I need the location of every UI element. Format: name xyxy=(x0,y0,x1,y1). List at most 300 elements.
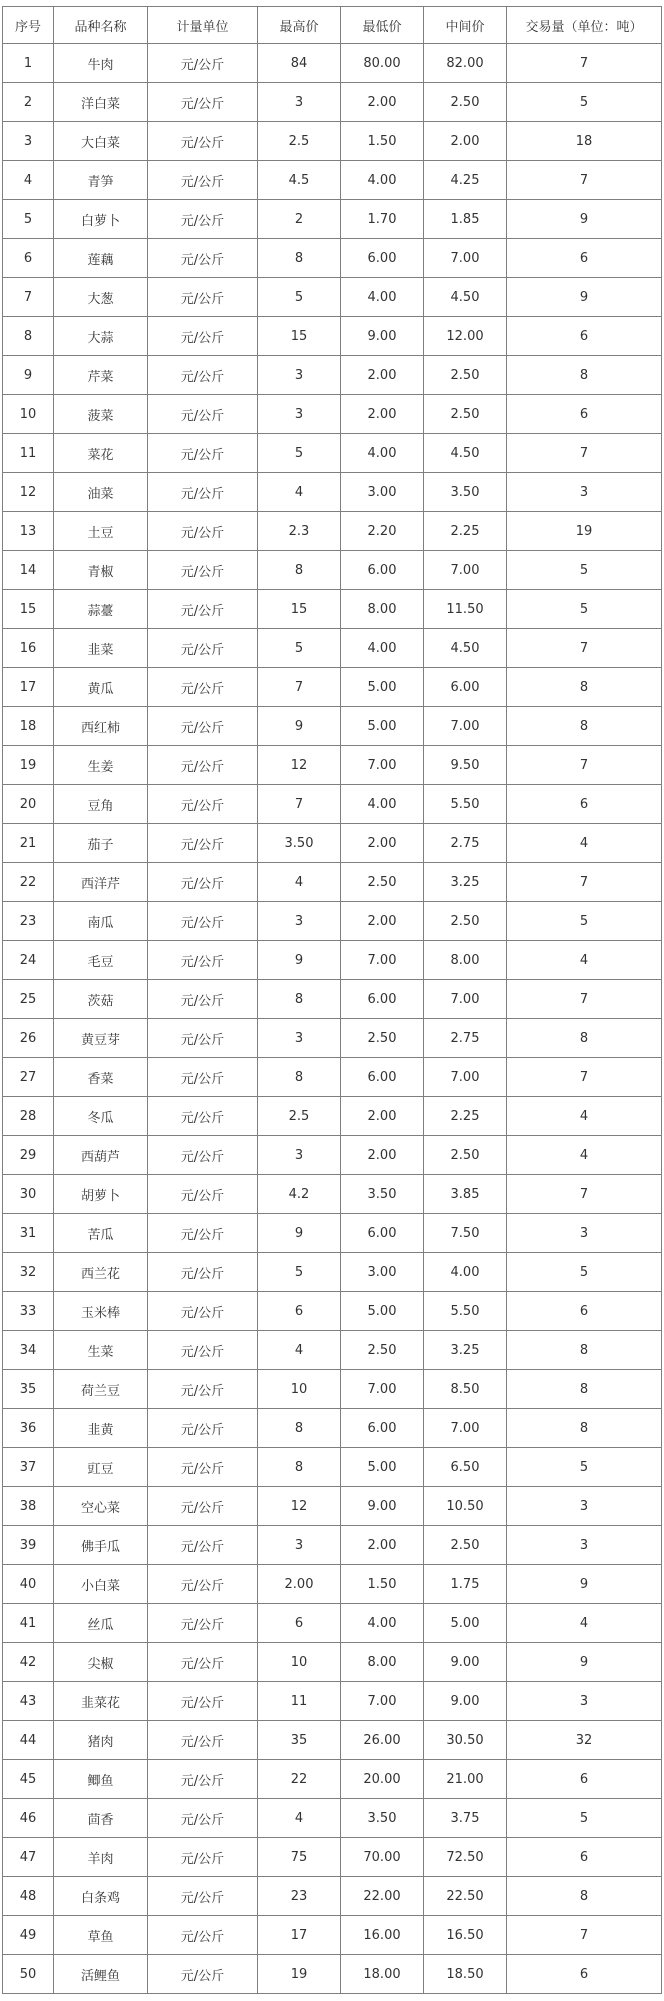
cell-volume: 3 xyxy=(507,1682,662,1721)
cell-max-price: 3 xyxy=(258,395,341,434)
cell-serial-number: 26 xyxy=(3,1019,54,1058)
cell-serial-number: 23 xyxy=(3,902,54,941)
cell-serial-number: 22 xyxy=(3,863,54,902)
cell-product-name: 南瓜 xyxy=(54,902,148,941)
cell-max-price: 17 xyxy=(258,1916,341,1955)
cell-serial-number: 24 xyxy=(3,941,54,980)
cell-max-price: 4 xyxy=(258,1799,341,1838)
cell-min-price: 3.50 xyxy=(341,1175,424,1214)
cell-product-name: 豆角 xyxy=(54,785,148,824)
table-row xyxy=(3,434,662,473)
cell-serial-number: 47 xyxy=(3,1838,54,1877)
cell-unit: 元/公斤 xyxy=(148,44,258,83)
cell-max-price: 3 xyxy=(258,1526,341,1565)
cell-product-name: 洋白菜 xyxy=(54,83,148,122)
cell-unit: 元/公斤 xyxy=(148,1019,258,1058)
cell-volume: 6 xyxy=(507,317,662,356)
cell-mid-price: 7.00 xyxy=(424,551,507,590)
cell-unit: 元/公斤 xyxy=(148,1292,258,1331)
cell-volume: 8 xyxy=(507,707,662,746)
cell-volume: 5 xyxy=(507,590,662,629)
cell-max-price: 4.2 xyxy=(258,1175,341,1214)
cell-serial-number: 41 xyxy=(3,1604,54,1643)
cell-serial-number: 9 xyxy=(3,356,54,395)
cell-max-price: 8 xyxy=(258,1058,341,1097)
cell-min-price: 6.00 xyxy=(341,1409,424,1448)
cell-unit: 元/公斤 xyxy=(148,1409,258,1448)
header-serial-number: 序号 xyxy=(3,7,54,44)
cell-min-price: 2.00 xyxy=(341,356,424,395)
table-row xyxy=(3,1565,662,1604)
cell-volume: 8 xyxy=(507,1409,662,1448)
cell-volume: 3 xyxy=(507,1526,662,1565)
table-row xyxy=(3,1058,662,1097)
cell-product-name: 冬瓜 xyxy=(54,1097,148,1136)
cell-mid-price: 11.50 xyxy=(424,590,507,629)
cell-product-name: 韭黄 xyxy=(54,1409,148,1448)
cell-min-price: 20.00 xyxy=(341,1760,424,1799)
table-row xyxy=(3,1916,662,1955)
cell-max-price: 8 xyxy=(258,551,341,590)
cell-max-price: 3 xyxy=(258,1019,341,1058)
cell-serial-number: 32 xyxy=(3,1253,54,1292)
cell-product-name: 西红柿 xyxy=(54,707,148,746)
cell-max-price: 2.5 xyxy=(258,1097,341,1136)
cell-mid-price: 5.00 xyxy=(424,1604,507,1643)
cell-serial-number: 29 xyxy=(3,1136,54,1175)
cell-mid-price: 16.50 xyxy=(424,1916,507,1955)
cell-unit: 元/公斤 xyxy=(148,1643,258,1682)
table-row xyxy=(3,278,662,317)
cell-max-price: 8 xyxy=(258,1448,341,1487)
cell-volume: 6 xyxy=(507,1838,662,1877)
cell-max-price: 6 xyxy=(258,1604,341,1643)
cell-serial-number: 28 xyxy=(3,1097,54,1136)
cell-serial-number: 7 xyxy=(3,278,54,317)
cell-volume: 4 xyxy=(507,1604,662,1643)
cell-volume: 9 xyxy=(507,1643,662,1682)
cell-unit: 元/公斤 xyxy=(148,863,258,902)
cell-min-price: 5.00 xyxy=(341,707,424,746)
cell-max-price: 2.5 xyxy=(258,122,341,161)
cell-mid-price: 7.00 xyxy=(424,980,507,1019)
cell-serial-number: 34 xyxy=(3,1331,54,1370)
cell-product-name: 大葱 xyxy=(54,278,148,317)
cell-unit: 元/公斤 xyxy=(148,1058,258,1097)
table-row xyxy=(3,707,662,746)
cell-mid-price: 8.00 xyxy=(424,941,507,980)
cell-mid-price: 2.50 xyxy=(424,1136,507,1175)
cell-serial-number: 6 xyxy=(3,239,54,278)
cell-mid-price: 4.50 xyxy=(424,629,507,668)
cell-product-name: 菜花 xyxy=(54,434,148,473)
cell-serial-number: 13 xyxy=(3,512,54,551)
cell-serial-number: 45 xyxy=(3,1760,54,1799)
table-row xyxy=(3,395,662,434)
cell-unit: 元/公斤 xyxy=(148,902,258,941)
cell-unit: 元/公斤 xyxy=(148,200,258,239)
cell-max-price: 75 xyxy=(258,1838,341,1877)
cell-min-price: 2.00 xyxy=(341,1136,424,1175)
table-row xyxy=(3,1877,662,1916)
cell-unit: 元/公斤 xyxy=(148,1526,258,1565)
cell-product-name: 茄子 xyxy=(54,824,148,863)
cell-product-name: 韭菜 xyxy=(54,629,148,668)
table-row xyxy=(3,629,662,668)
cell-product-name: 大蒜 xyxy=(54,317,148,356)
cell-product-name: 牛肉 xyxy=(54,44,148,83)
table-row xyxy=(3,824,662,863)
cell-min-price: 5.00 xyxy=(341,1448,424,1487)
cell-unit: 元/公斤 xyxy=(148,1682,258,1721)
cell-min-price: 2.00 xyxy=(341,824,424,863)
cell-serial-number: 10 xyxy=(3,395,54,434)
cell-product-name: 油菜 xyxy=(54,473,148,512)
table-row xyxy=(3,1292,662,1331)
table-row xyxy=(3,239,662,278)
cell-volume: 6 xyxy=(507,395,662,434)
cell-serial-number: 16 xyxy=(3,629,54,668)
table-row xyxy=(3,122,662,161)
cell-mid-price: 72.50 xyxy=(424,1838,507,1877)
cell-max-price: 7 xyxy=(258,785,341,824)
header-volume: 交易量（单位：吨） xyxy=(507,7,662,44)
cell-unit: 元/公斤 xyxy=(148,1253,258,1292)
cell-max-price: 3 xyxy=(258,356,341,395)
table-row xyxy=(3,1370,662,1409)
header-min-price: 最低价 xyxy=(341,7,424,44)
cell-mid-price: 7.00 xyxy=(424,707,507,746)
cell-volume: 6 xyxy=(507,239,662,278)
cell-unit: 元/公斤 xyxy=(148,1799,258,1838)
cell-max-price: 9 xyxy=(258,941,341,980)
cell-product-name: 莲藕 xyxy=(54,239,148,278)
cell-product-name: 豇豆 xyxy=(54,1448,148,1487)
cell-serial-number: 12 xyxy=(3,473,54,512)
cell-max-price: 12 xyxy=(258,746,341,785)
cell-mid-price: 9.50 xyxy=(424,746,507,785)
cell-mid-price: 12.00 xyxy=(424,317,507,356)
table-row xyxy=(3,356,662,395)
cell-volume: 8 xyxy=(507,1370,662,1409)
cell-product-name: 生菜 xyxy=(54,1331,148,1370)
cell-mid-price: 5.50 xyxy=(424,785,507,824)
cell-volume: 7 xyxy=(507,434,662,473)
table-row xyxy=(3,1175,662,1214)
cell-volume: 3 xyxy=(507,1487,662,1526)
cell-mid-price: 3.75 xyxy=(424,1799,507,1838)
cell-product-name: 西葫芦 xyxy=(54,1136,148,1175)
cell-product-name: 大白菜 xyxy=(54,122,148,161)
cell-mid-price: 3.85 xyxy=(424,1175,507,1214)
cell-serial-number: 4 xyxy=(3,161,54,200)
cell-max-price: 3.50 xyxy=(258,824,341,863)
cell-max-price: 5 xyxy=(258,629,341,668)
table-row xyxy=(3,746,662,785)
cell-serial-number: 19 xyxy=(3,746,54,785)
cell-min-price: 2.50 xyxy=(341,1331,424,1370)
cell-max-price: 5 xyxy=(258,1253,341,1292)
cell-mid-price: 2.00 xyxy=(424,122,507,161)
cell-min-price: 4.00 xyxy=(341,1604,424,1643)
cell-mid-price: 18.50 xyxy=(424,1955,507,1994)
table-row xyxy=(3,1136,662,1175)
cell-serial-number: 15 xyxy=(3,590,54,629)
cell-unit: 元/公斤 xyxy=(148,785,258,824)
cell-unit: 元/公斤 xyxy=(148,629,258,668)
cell-unit: 元/公斤 xyxy=(148,161,258,200)
table-row xyxy=(3,1409,662,1448)
cell-max-price: 4 xyxy=(258,473,341,512)
cell-min-price: 6.00 xyxy=(341,1058,424,1097)
cell-volume: 4 xyxy=(507,824,662,863)
cell-min-price: 3.00 xyxy=(341,473,424,512)
cell-unit: 元/公斤 xyxy=(148,1916,258,1955)
cell-mid-price: 2.50 xyxy=(424,83,507,122)
cell-unit: 元/公斤 xyxy=(148,1877,258,1916)
cell-serial-number: 43 xyxy=(3,1682,54,1721)
cell-serial-number: 44 xyxy=(3,1721,54,1760)
table-row xyxy=(3,1604,662,1643)
cell-min-price: 7.00 xyxy=(341,941,424,980)
cell-volume: 5 xyxy=(507,1253,662,1292)
cell-serial-number: 27 xyxy=(3,1058,54,1097)
cell-min-price: 16.00 xyxy=(341,1916,424,1955)
table-row xyxy=(3,200,662,239)
cell-mid-price: 1.85 xyxy=(424,200,507,239)
cell-serial-number: 46 xyxy=(3,1799,54,1838)
cell-max-price: 2.00 xyxy=(258,1565,341,1604)
cell-min-price: 8.00 xyxy=(341,1643,424,1682)
cell-mid-price: 9.00 xyxy=(424,1682,507,1721)
cell-mid-price: 2.50 xyxy=(424,395,507,434)
table-row xyxy=(3,317,662,356)
cell-serial-number: 40 xyxy=(3,1565,54,1604)
cell-min-price: 1.70 xyxy=(341,200,424,239)
cell-unit: 元/公斤 xyxy=(148,1604,258,1643)
table-row xyxy=(3,1799,662,1838)
cell-unit: 元/公斤 xyxy=(148,83,258,122)
cell-mid-price: 8.50 xyxy=(424,1370,507,1409)
cell-min-price: 26.00 xyxy=(341,1721,424,1760)
cell-mid-price: 10.50 xyxy=(424,1487,507,1526)
cell-mid-price: 22.50 xyxy=(424,1877,507,1916)
cell-mid-price: 3.25 xyxy=(424,863,507,902)
cell-max-price: 7 xyxy=(258,668,341,707)
cell-volume: 8 xyxy=(507,668,662,707)
cell-min-price: 3.50 xyxy=(341,1799,424,1838)
header-product-name: 品种名称 xyxy=(54,7,148,44)
cell-max-price: 23 xyxy=(258,1877,341,1916)
cell-unit: 元/公斤 xyxy=(148,824,258,863)
cell-product-name: 茴香 xyxy=(54,1799,148,1838)
cell-mid-price: 9.00 xyxy=(424,1643,507,1682)
cell-volume: 8 xyxy=(507,356,662,395)
table-row xyxy=(3,1643,662,1682)
cell-product-name: 黄瓜 xyxy=(54,668,148,707)
cell-unit: 元/公斤 xyxy=(148,1331,258,1370)
cell-mid-price: 21.00 xyxy=(424,1760,507,1799)
cell-max-price: 84 xyxy=(258,44,341,83)
cell-max-price: 15 xyxy=(258,317,341,356)
cell-min-price: 2.50 xyxy=(341,863,424,902)
cell-unit: 元/公斤 xyxy=(148,1214,258,1253)
cell-unit: 元/公斤 xyxy=(148,317,258,356)
cell-volume: 3 xyxy=(507,473,662,512)
table-row xyxy=(3,1760,662,1799)
cell-serial-number: 25 xyxy=(3,980,54,1019)
cell-min-price: 7.00 xyxy=(341,1682,424,1721)
cell-serial-number: 8 xyxy=(3,317,54,356)
cell-max-price: 22 xyxy=(258,1760,341,1799)
cell-unit: 元/公斤 xyxy=(148,551,258,590)
table-row xyxy=(3,1097,662,1136)
header-mid-price: 中间价 xyxy=(424,7,507,44)
cell-volume: 6 xyxy=(507,785,662,824)
cell-product-name: 羊肉 xyxy=(54,1838,148,1877)
table-row xyxy=(3,1955,662,1994)
cell-product-name: 丝瓜 xyxy=(54,1604,148,1643)
cell-volume: 6 xyxy=(507,1292,662,1331)
cell-mid-price: 7.00 xyxy=(424,239,507,278)
cell-product-name: 黄豆芽 xyxy=(54,1019,148,1058)
cell-max-price: 15 xyxy=(258,590,341,629)
cell-mid-price: 4.25 xyxy=(424,161,507,200)
cell-mid-price: 2.50 xyxy=(424,356,507,395)
cell-serial-number: 35 xyxy=(3,1370,54,1409)
cell-min-price: 4.00 xyxy=(341,161,424,200)
cell-volume: 7 xyxy=(507,629,662,668)
cell-volume: 8 xyxy=(507,1877,662,1916)
cell-serial-number: 50 xyxy=(3,1955,54,1994)
table-row xyxy=(3,473,662,512)
cell-min-price: 2.50 xyxy=(341,1019,424,1058)
cell-volume: 18 xyxy=(507,122,662,161)
cell-unit: 元/公斤 xyxy=(148,668,258,707)
cell-mid-price: 2.75 xyxy=(424,824,507,863)
cell-mid-price: 7.00 xyxy=(424,1058,507,1097)
cell-max-price: 10 xyxy=(258,1370,341,1409)
cell-mid-price: 6.00 xyxy=(424,668,507,707)
table-row xyxy=(3,941,662,980)
cell-mid-price: 82.00 xyxy=(424,44,507,83)
cell-volume: 19 xyxy=(507,512,662,551)
cell-volume: 3 xyxy=(507,1214,662,1253)
cell-serial-number: 33 xyxy=(3,1292,54,1331)
table-row xyxy=(3,1019,662,1058)
cell-unit: 元/公斤 xyxy=(148,746,258,785)
cell-mid-price: 1.75 xyxy=(424,1565,507,1604)
cell-volume: 8 xyxy=(507,1019,662,1058)
table-row xyxy=(3,1526,662,1565)
cell-unit: 元/公斤 xyxy=(148,239,258,278)
cell-min-price: 4.00 xyxy=(341,785,424,824)
cell-serial-number: 18 xyxy=(3,707,54,746)
cell-min-price: 1.50 xyxy=(341,1565,424,1604)
cell-max-price: 2 xyxy=(258,200,341,239)
cell-min-price: 1.50 xyxy=(341,122,424,161)
cell-serial-number: 14 xyxy=(3,551,54,590)
cell-product-name: 茨菇 xyxy=(54,980,148,1019)
cell-product-name: 毛豆 xyxy=(54,941,148,980)
cell-volume: 7 xyxy=(507,1175,662,1214)
cell-product-name: 玉米棒 xyxy=(54,1292,148,1331)
cell-min-price: 7.00 xyxy=(341,1370,424,1409)
table-row xyxy=(3,512,662,551)
cell-serial-number: 2 xyxy=(3,83,54,122)
cell-min-price: 5.00 xyxy=(341,1292,424,1331)
cell-max-price: 4 xyxy=(258,1331,341,1370)
cell-max-price: 11 xyxy=(258,1682,341,1721)
cell-mid-price: 6.50 xyxy=(424,1448,507,1487)
cell-serial-number: 49 xyxy=(3,1916,54,1955)
cell-product-name: 尖椒 xyxy=(54,1643,148,1682)
cell-product-name: 香菜 xyxy=(54,1058,148,1097)
cell-min-price: 18.00 xyxy=(341,1955,424,1994)
cell-mid-price: 4.50 xyxy=(424,278,507,317)
cell-min-price: 2.00 xyxy=(341,1526,424,1565)
cell-unit: 元/公斤 xyxy=(148,941,258,980)
table-row xyxy=(3,551,662,590)
cell-max-price: 35 xyxy=(258,1721,341,1760)
price-table xyxy=(2,6,662,1994)
cell-min-price: 70.00 xyxy=(341,1838,424,1877)
cell-max-price: 9 xyxy=(258,1214,341,1253)
cell-serial-number: 36 xyxy=(3,1409,54,1448)
header-unit: 计量单位 xyxy=(148,7,258,44)
cell-unit: 元/公斤 xyxy=(148,473,258,512)
cell-mid-price: 3.25 xyxy=(424,1331,507,1370)
cell-mid-price: 4.00 xyxy=(424,1253,507,1292)
cell-product-name: 空心菜 xyxy=(54,1487,148,1526)
cell-unit: 元/公斤 xyxy=(148,1955,258,1994)
cell-min-price: 2.00 xyxy=(341,83,424,122)
cell-mid-price: 30.50 xyxy=(424,1721,507,1760)
cell-max-price: 5 xyxy=(258,434,341,473)
cell-product-name: 韭菜花 xyxy=(54,1682,148,1721)
cell-product-name: 菠菜 xyxy=(54,395,148,434)
table-row xyxy=(3,161,662,200)
cell-serial-number: 20 xyxy=(3,785,54,824)
cell-product-name: 土豆 xyxy=(54,512,148,551)
cell-min-price: 2.00 xyxy=(341,1097,424,1136)
cell-product-name: 胡萝卜 xyxy=(54,1175,148,1214)
table-row xyxy=(3,83,662,122)
cell-volume: 7 xyxy=(507,44,662,83)
cell-min-price: 4.00 xyxy=(341,434,424,473)
cell-min-price: 4.00 xyxy=(341,629,424,668)
cell-unit: 元/公斤 xyxy=(148,1136,258,1175)
cell-volume: 7 xyxy=(507,746,662,785)
cell-serial-number: 1 xyxy=(3,44,54,83)
cell-product-name: 蒜薹 xyxy=(54,590,148,629)
cell-volume: 5 xyxy=(507,83,662,122)
cell-volume: 7 xyxy=(507,980,662,1019)
cell-product-name: 草鱼 xyxy=(54,1916,148,1955)
cell-volume: 9 xyxy=(507,278,662,317)
cell-mid-price: 7.50 xyxy=(424,1214,507,1253)
cell-product-name: 荷兰豆 xyxy=(54,1370,148,1409)
cell-product-name: 佛手瓜 xyxy=(54,1526,148,1565)
cell-min-price: 9.00 xyxy=(341,317,424,356)
header-row xyxy=(3,7,662,44)
table-row xyxy=(3,590,662,629)
cell-product-name: 鲫鱼 xyxy=(54,1760,148,1799)
cell-unit: 元/公斤 xyxy=(148,980,258,1019)
table-row xyxy=(3,1721,662,1760)
table-row xyxy=(3,1253,662,1292)
table-row xyxy=(3,902,662,941)
